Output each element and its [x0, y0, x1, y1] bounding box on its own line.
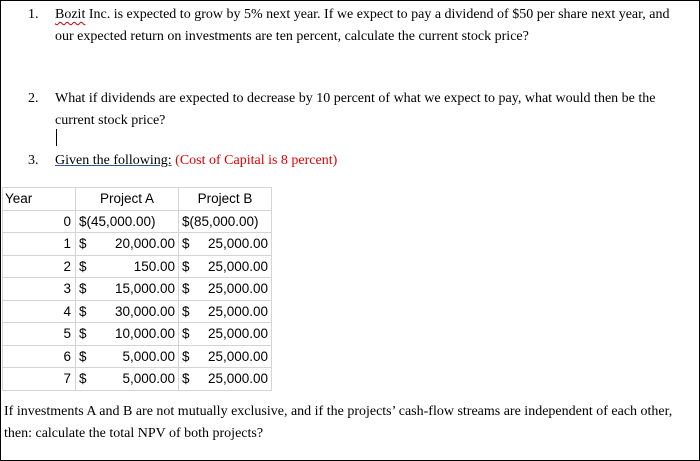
project-b-value: 25,000.00	[207, 281, 268, 297]
currency-symbol: $	[79, 371, 87, 387]
question-1-body: Inc. is expected to grow by 5% next year. If we expect to pay a dividend of $50 per share next year, and our expected return on investments are ten percent, calculate the current stock price?	[55, 7, 670, 44]
project-b-value: 25,000.00	[207, 326, 268, 342]
project-b-cell	[179, 233, 272, 256]
cost-of-capital-note: (Cost of Capital is 8 percent)	[171, 153, 338, 168]
year-cell: 2	[3, 255, 76, 278]
project-b-value: 25,000.00	[207, 236, 268, 252]
question-3-number: 3.	[28, 153, 39, 168]
header-year: Year	[3, 188, 76, 211]
project-a-cell	[76, 345, 179, 368]
given-following: Given the following:	[55, 153, 172, 168]
table-row	[3, 345, 272, 368]
header-project-a: Project A	[76, 188, 179, 211]
table-row	[3, 300, 272, 323]
currency-symbol: $	[79, 281, 87, 297]
project-b-value: 25,000.00	[207, 303, 268, 319]
table-header-row	[3, 188, 272, 211]
table-row	[3, 210, 272, 233]
currency-symbol: $	[182, 258, 190, 274]
question-2-number: 2.	[28, 91, 39, 106]
table-row	[3, 255, 272, 278]
year-cell: 0	[3, 210, 76, 233]
project-a-value: 20,000.00	[114, 236, 175, 252]
project-b-value: $(85,000.00)	[182, 213, 259, 229]
project-b-cell	[179, 300, 272, 323]
question-1-number: 1.	[28, 7, 39, 22]
currency-symbol: $	[182, 371, 190, 387]
project-b-cell	[179, 255, 272, 278]
cash-flow-table	[2, 187, 272, 391]
project-b-value: 25,000.00	[207, 371, 268, 387]
question-2-text: What if dividends are expected to decrease by 10 percent of what we expect to pay, what would then be the current stock price?	[55, 91, 656, 128]
text-cursor	[56, 129, 57, 146]
project-a-cell	[76, 233, 179, 256]
table-row	[3, 323, 272, 346]
project-a-value: 10,000.00	[114, 326, 175, 342]
question-1-text	[55, 4, 675, 48]
table-row	[3, 278, 272, 301]
currency-symbol: $	[79, 348, 87, 364]
year-cell: 3	[3, 278, 76, 301]
project-b-value: 25,000.00	[207, 348, 268, 364]
project-b-cell	[179, 210, 272, 233]
table-row	[3, 233, 272, 256]
year-cell: 1	[3, 233, 76, 256]
project-b-cell	[179, 278, 272, 301]
year-cell: 6	[3, 345, 76, 368]
currency-symbol: $	[182, 236, 190, 252]
project-b-cell	[179, 323, 272, 346]
project-a-value: 5,000.00	[122, 348, 175, 364]
project-a-cell	[76, 210, 179, 233]
currency-symbol: $	[182, 303, 190, 319]
project-a-cell	[76, 255, 179, 278]
currency-symbol: $	[79, 258, 87, 274]
project-a-value: $(45,000.00)	[79, 213, 156, 229]
project-a-value: 15,000.00	[114, 281, 175, 297]
currency-symbol: $	[182, 326, 190, 342]
project-b-cell	[179, 368, 272, 391]
header-project-b: Project B	[179, 188, 272, 211]
project-b-cell	[179, 345, 272, 368]
project-a-value: 150.00	[133, 258, 175, 274]
project-a-cell	[76, 300, 179, 323]
project-b-value: 25,000.00	[207, 258, 268, 274]
year-cell: 5	[3, 323, 76, 346]
year-cell: 4	[3, 300, 76, 323]
year-cell: 7	[3, 368, 76, 391]
currency-symbol: $	[79, 236, 87, 252]
final-question: If investments A and B are not mutually exclusive, and if the projects’ cash-flow streams are independent of each other, then: calculate the total NPV of both projects?	[4, 404, 673, 441]
project-a-cell	[76, 323, 179, 346]
table-row	[3, 368, 272, 391]
currency-symbol: $	[79, 303, 87, 319]
project-a-value: 5,000.00	[122, 371, 175, 387]
question-3-text	[55, 150, 675, 172]
project-a-value: 30,000.00	[114, 303, 175, 319]
company-name: Bozit	[55, 7, 86, 22]
project-a-cell	[76, 368, 179, 391]
currency-symbol: $	[182, 348, 190, 364]
currency-symbol: $	[182, 281, 190, 297]
project-a-cell	[76, 278, 179, 301]
currency-symbol: $	[79, 326, 87, 342]
